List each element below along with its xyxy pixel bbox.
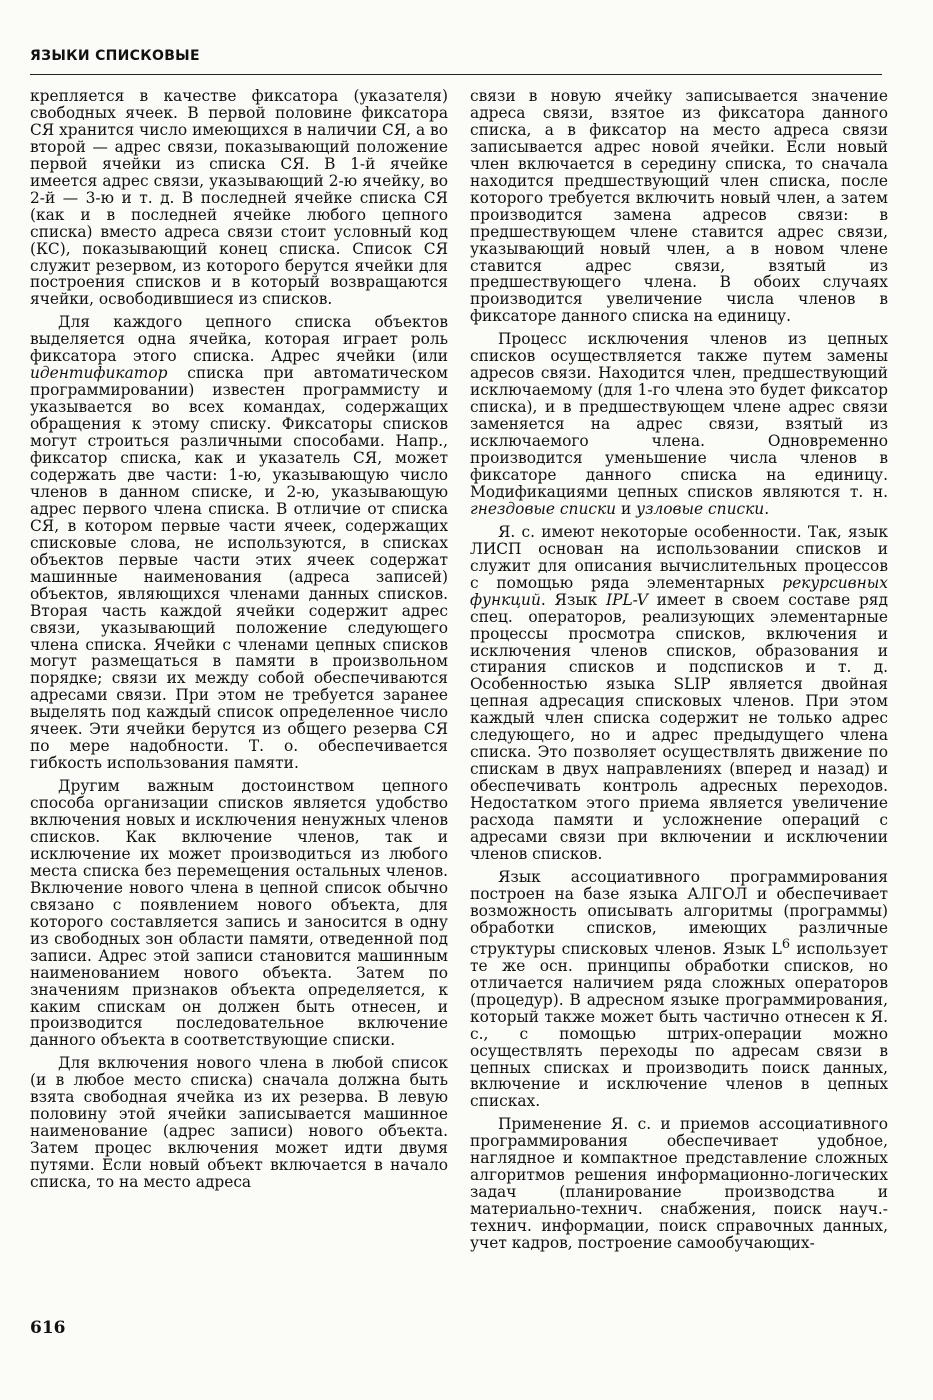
paragraph: Для включения нового члена в любой список (и в любое место списка) сначала должна быть взята свободная ячейка из их резерва. В левую половину этой ячейки записывается машинное наименование (адрес записи) нового объекта. Затем процес включения может идти двумя путями. Если новый объект включается в начало списка, то на место адреса [30, 1054, 448, 1192]
header-rule [30, 74, 882, 75]
italic-term: идентификатор [30, 364, 168, 383]
page-number: 616 [30, 1318, 66, 1338]
left-column [30, 88, 448, 1197]
italic-term: гнездовые списки [470, 499, 617, 518]
paragraph: крепляется в качестве фиксатора (указателя) свободных ячеек. В первой половине фиксатора СЯ хранится число имеющихся в наличии СЯ, а во второй — адрес связи, показывающий положение первой ячейки из списка СЯ. В 1-й ячейке имеется адрес связи, указывающий 2-ю ячейку, во 2-й — 3-ю и т. д. В последней ячейке списка СЯ (как и в последней ячейке любого цепного списка) вместо адреса связи стоит условный код (КС), показывающий конец списка. Список СЯ служит резервом, из которого берутся ячейки для построения списков и в который возвращаются ячейки, освободившиеся из списков. [30, 87, 448, 309]
paragraph: Применение Я. с. и приемов ассоциативного программирования обеспечивает удобное, наглядное и компактное представление сложных алгоритмов решения информационно-логических задач (планирование производства и материально-технич. снабжения, поиск науч.-технич. информации, поиск справочных данных, учет кадров, построение самообучающих- [470, 1115, 888, 1253]
italic-term: узловые списки [636, 499, 765, 518]
superscript: 6 [781, 936, 791, 952]
paragraph: Процесс исключения членов из цепных списков осуществляется также путем замены адресов связи. Находится член, предшествующий исключаемому (для 1-го члена это будет фиксатор списка), и в предшествующем члене адрес связи заменяется на адрес связи, взятый из исключаемого члена. Одновременно производится уменьшение числа членов в фиксаторе данного списка на единицу. Модификациями цепных списков являются т. н. гнездовые списки и узловые списки. [470, 330, 888, 518]
paragraph: связи в новую ячейку записывается значение адреса связи, взятое из фиксатора данного списка, а в фиксатор на место адреса связи записывается адрес новой ячейки. Если новый член включается в середину списка, то сначала находится предшествующий член списка, после которого требуется включить новый член, а затем производится замена адресов связи: в предшествующем члене ставится адрес связи, указывающий новый член, а в новом члене ставится адрес связи, взятый из предшествующего члена. В обоих случаях производится увеличение числа членов в фиксаторе данного списка на единицу. [470, 87, 888, 326]
right-column [470, 88, 888, 1258]
paragraph: Я. с. имеют некоторые особенности. Так, язык ЛИСП основан на использовании списков и служит для описания вычислительных процессов с помощью ряда элементарных рекурсивных функций. Язык IPL-V имеет в своем составе ряд спец. операторов, реализующих элементарные процессы просмотра списков, включения и исключения членов списков, образования и стирания списков и подсписков и т. д. Особенностью языка SLIP является двойная цепная адресация списковых членов. При этом каждый член списка содержит не только адрес следующего, но и адрес предыдущего члена списка. Это позволяет осуществлять движение по спискам в двух направлениях (вперед и назад) и обеспечивать контроль адресных переходов. Недостатком этого приема является увеличение расхода памяти и усложнение операций с адресами связи при включении и исключении членов списков. [470, 522, 888, 863]
running-head: ЯЗЫКИ СПИСКОВЫЕ [30, 48, 200, 64]
paragraph: Для каждого цепного списка объектов выделяется одна ячейка, которая играет роль фиксатора этого списка. Адрес ячейки (или идентификатор списка при автоматическом программировании) известен программисту и указывается во всех командах, содержащих обращения к этому списку. Фиксаторы списков могут строиться различными способами. Напр., фиксатор списка, как и указатель СЯ, может содержать две части: 1-ю, указывающую число членов в данном списке, и 2-ю, указывающую адрес первого члена списка. В отличие от списка СЯ, в котором первые части ячеек, содержащих списковые слова, не используются, в списках объектов первые части этих ячеек содержат машинные наименования (адреса записей) объектов, являющихся членами данных списков. Вторая часть каждой ячейки содержит адрес связи, указывающий положение следующего члена списка. Ячейки с членами цепных списков могут размещаться в памяти в произвольном порядке; связи их между собой обеспечиваются адресами связи. При этом не требуется заранее выделять под каждый список определенное число ячеек. Эти ячейки берутся из общего резерва СЯ по мере надобности. Т. о. обеспечивается гибкость использования памяти. [30, 313, 448, 773]
italic-term: IPL-V [606, 590, 648, 609]
paragraph: Язык ассоциативного программирования построен на базе языка АЛГОЛ и обеспечивает возможность описывать алгоритмы (программы) обработки списков, имеющих различные структуры списковых членов. Язык $L^6$ использует те же осн. принципы обработки списков, но отличается наличием ряда сложных операторов (процедур). В адресном языке программирования, который также может быть частично отнесен к Я. с., с помощью штрих-операции можно осуществлять переходы по адресам связи в цепных списках и производить поиск данных, включение и исключение членов в цепных списках. [470, 867, 888, 1111]
paragraph: Другим важным достоинством цепного способа организации списков является удобство включения новых и исключения ненужных членов списков. Как включение членов, так и исключение их может производиться из любого места списка без перемещения остальных членов. Включение нового члена в цепной список обычно связано с появлением нового объекта, для которого составляется запись и заносится в одну из свободных зон области памяти, отведенной под записи. Адрес этой записи становится машинным наименованием нового объекта. Затем по значениям признаков объекта определяется, к каким спискам он должен быть отнесен, и производится последовательное включение данного объекта в соответствующие списки. [30, 777, 448, 1050]
italic-term: рекурсивных функций [470, 573, 888, 609]
